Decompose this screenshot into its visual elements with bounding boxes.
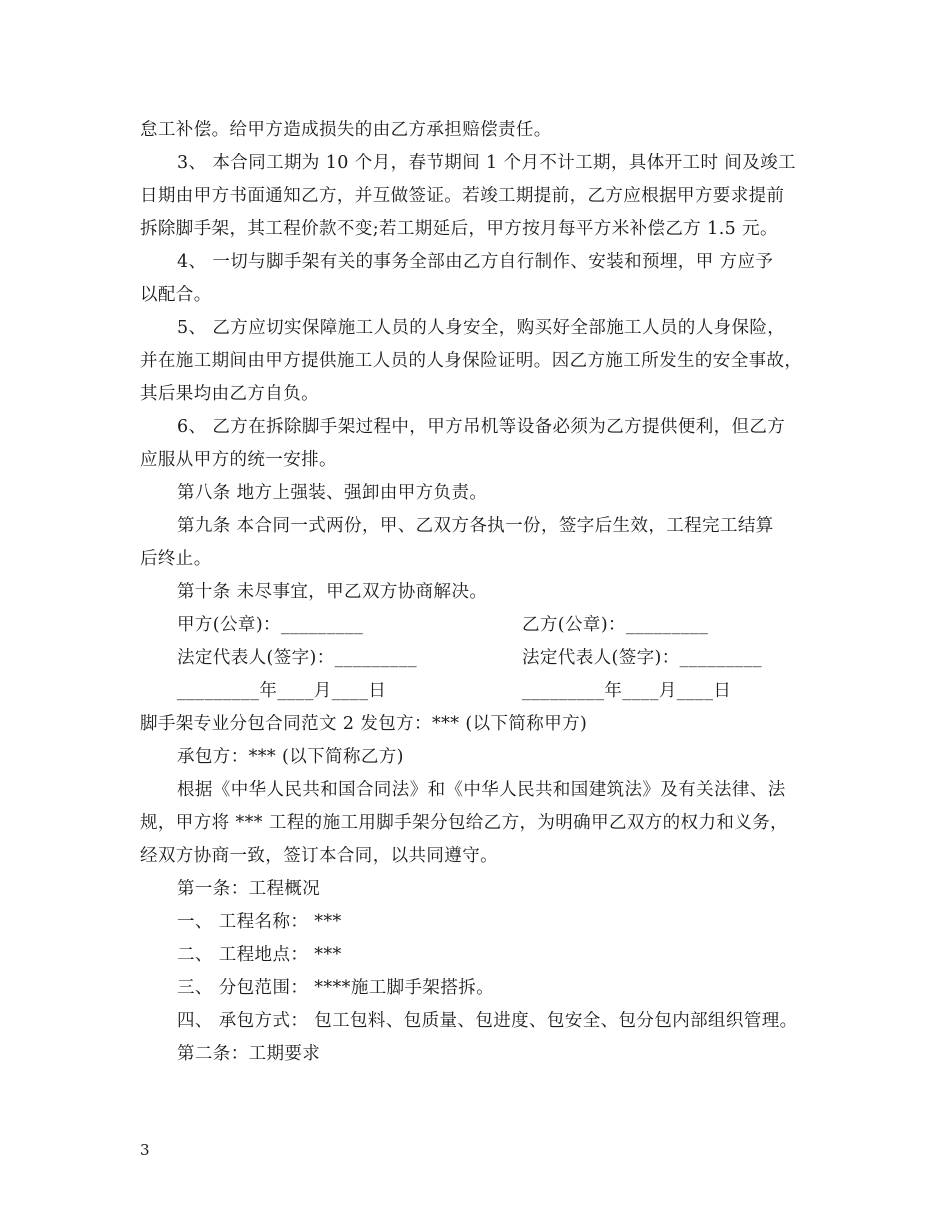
paragraph-line: 其后果均由乙方自负。 [140,384,319,404]
paragraph-line: 并在施工期间由甲方提供施工人员的人身保险证明。因乙方施工所发生的安全事故， [140,351,803,371]
clause-6-line: 6、 乙方在拆除脚手架过程中，甲方吊机等设备必须为乙方提供便利，但乙方 [177,417,786,437]
preamble-line: 经双方协商一致，签订本合同，以共同遵守。 [140,846,498,866]
contract-2-title-line: 脚手架专业分包合同范文 2 发包方：*** (以下简称甲方) [140,714,588,734]
article-10-line: 第十条 未尽事宜，甲乙双方协商解决。 [177,582,488,602]
party-a-seal: 甲方(公章)：_________ [177,615,364,635]
party-b-rep: 法定代表人(签字)：_________ [522,648,763,668]
paragraph-line: 拆除脚手架，其工程价款不变;若工期延后，甲方按月每平方米补偿乙方 1.5 元。 [140,219,778,239]
page-number: 3 [140,1141,150,1159]
article-8-line: 第八条 地方上强装、强卸由甲方负责。 [177,483,488,503]
clause-5-line: 5、 乙方应切实保障施工人员的人身安全，购买好全部施工人员的人身保险， [177,318,786,338]
contractor-line: 承包方：*** (以下简称乙方) [177,747,404,767]
subcontract-scope-line: 三、 分包范围： ****施工脚手架搭拆。 [177,978,495,998]
clause-3-line: 3、 本合同工期为 10 个月，春节期间 1 个月不计工期，具体开工时 间及竣工 [177,153,796,173]
article-9-line: 第九条 本合同一式两份，甲、乙双方各执一份，签字后生效，工程完工结算 [177,516,774,536]
article-2-heading: 第二条：工期要求 [177,1044,321,1064]
paragraph-line: 怠工补偿。给甲方造成损失的由乙方承担赔偿责任。 [140,120,552,140]
party-a-date: _________年____月____日 [177,681,387,701]
preamble-line: 规，甲方将 *** 工程的施工用脚手架分包给乙方，为明确甲乙双方的权力和义务， [140,813,788,833]
paragraph-line: 以配合。 [140,285,212,305]
paragraph-line: 后终止。 [140,549,212,569]
clause-4-line: 4、 一切与脚手架有关的事务全部由乙方自行制作、安装和预埋，甲 方应予 [177,252,774,272]
project-name-line: 一、 工程名称： *** [177,912,342,932]
party-b-seal: 乙方(公章)：_________ [522,615,709,635]
party-b-date: _________年____月____日 [522,681,732,701]
paragraph-line: 日期由甲方书面通知乙方，并互做签证。若竣工期提前，乙方应根据甲方要求提前 [140,186,785,206]
party-a-rep: 法定代表人(签字)：_________ [177,648,418,668]
article-1-heading: 第一条：工程概况 [177,879,321,899]
paragraph-line: 应服从甲方的统一安排。 [140,450,337,470]
preamble-line: 根据《中华人民共和国合同法》和《中华人民共和国建筑法》及有关法律、法 [177,780,786,800]
contract-method-line: 四、 承包方式： 包工包料、包质量、包进度、包安全、包分包内部组织管理。 [177,1011,798,1031]
project-location-line: 二、 工程地点： *** [177,945,342,965]
